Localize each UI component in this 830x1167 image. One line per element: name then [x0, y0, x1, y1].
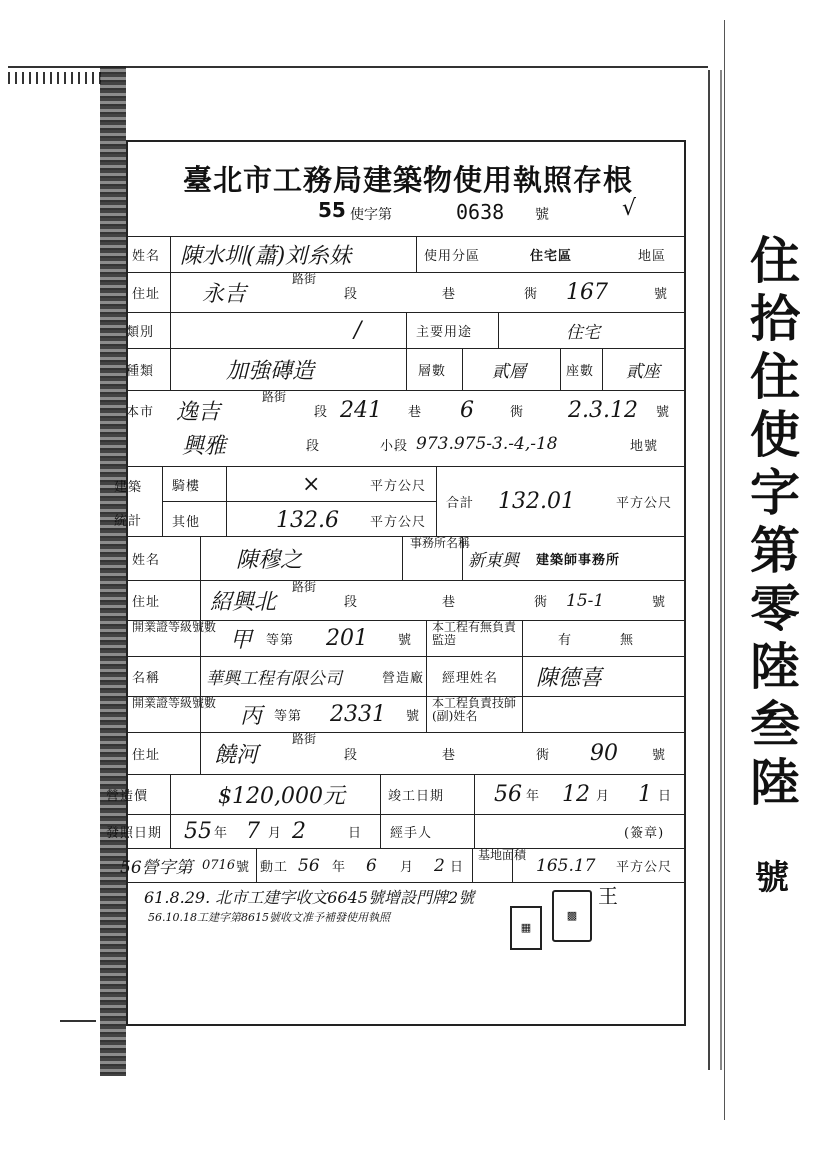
owner-address-label: 住址 — [132, 287, 161, 302]
book-left-edge — [8, 72, 104, 84]
row-floor-area — [114, 466, 686, 536]
location-subsec-label: 小段 — [380, 438, 409, 454]
supervise-label: 本工程有無負責監造 — [432, 620, 517, 647]
stamp-seal-1: ▦ — [510, 906, 542, 950]
architect-hao-label: 號 — [652, 595, 667, 610]
category-label: 類別 — [126, 325, 155, 340]
builder-address-number: 90 — [590, 741, 618, 766]
page-fold-line — [724, 20, 725, 1120]
total-unit: 平方公尺 — [616, 496, 673, 511]
blocks-value: 貳座 — [626, 362, 660, 382]
architect-cert-suffix: 號 — [398, 633, 413, 648]
category-value: / — [354, 318, 362, 343]
row-architect-cert — [126, 620, 686, 656]
completion-month-label: 月 — [596, 789, 611, 804]
main-use-value: 住宅 — [566, 323, 600, 343]
owner-road: 永吉 — [202, 282, 247, 307]
architect-cert-grade: 甲 — [230, 628, 253, 653]
row-builder-name — [126, 656, 686, 696]
next-page-char: 住 — [750, 231, 800, 290]
builder-cert-no: 2331 — [330, 702, 386, 727]
completion-day-label: 日 — [658, 789, 673, 804]
next-page-hao: 號 — [755, 858, 789, 898]
completion-year: 56 — [494, 782, 522, 807]
owner-hao-label: 號 — [654, 287, 669, 302]
city-label: 本市 — [126, 404, 155, 420]
row-owner-address — [126, 272, 686, 312]
next-page-char: 拾 — [750, 289, 800, 348]
builder-address-label: 住址 — [132, 748, 161, 763]
stamp-mark: 王 — [598, 884, 618, 908]
builder-hao-label: 號 — [652, 748, 667, 763]
next-page-char: 叁 — [750, 695, 800, 754]
row-architect-name — [126, 536, 686, 580]
issue-day-label: 日 — [348, 826, 363, 841]
owner-sec-label: 段 — [344, 287, 359, 302]
sign-label: (簽章) — [624, 826, 665, 841]
location-district: 興雅 — [182, 433, 227, 459]
owner-road-label: 路街 — [292, 272, 317, 286]
area-side-label-2: 統計 — [114, 513, 143, 529]
location-road: 逸吉 — [176, 399, 221, 425]
builder-road-label: 路街 — [292, 732, 317, 746]
owner-name-value: 陳水圳(蕭)刘糸妹 — [180, 244, 352, 269]
handler-label: 經手人 — [390, 826, 433, 841]
architect-cert-label: 開業證等級號數 — [132, 620, 217, 634]
builder-lane-label: 巷 — [442, 748, 457, 763]
location-alley: 6 — [460, 397, 474, 423]
builder-cert-mid: 等第 — [274, 709, 303, 724]
next-page-char: 使 — [750, 405, 800, 464]
builder-cert-label: 開業證等級號數 — [132, 696, 217, 710]
total-value: 132.01 — [498, 489, 575, 514]
completion-label: 竣工日期 — [388, 789, 445, 804]
start-label: 動工 — [260, 860, 289, 875]
builder-name-value: 華興工程有限公司 — [206, 669, 342, 689]
next-page-char: 陸 — [750, 753, 800, 812]
build-permit-no: 0716 — [202, 858, 236, 873]
builder-name-label: 名稱 — [132, 671, 161, 686]
architect-name-label: 姓名 — [132, 553, 161, 568]
row-issue-date — [106, 814, 686, 848]
zone-label: 使用分區 — [424, 249, 481, 264]
location-lots-label: 地號 — [630, 438, 659, 454]
completion-day: 1 — [638, 782, 652, 807]
area-side-label-1: 建築 — [114, 479, 143, 495]
next-page-char: 零 — [750, 579, 800, 638]
floors-value: 貳層 — [492, 362, 526, 382]
start-month-label: 月 — [400, 860, 415, 875]
arcade-value: × — [302, 471, 321, 497]
row-build-permit — [120, 848, 686, 882]
permit-prefix: 55 — [318, 198, 346, 222]
next-page-char: 陸 — [750, 637, 800, 696]
location-alley-label: 衖 — [510, 404, 525, 420]
issue-year-label: 年 — [214, 826, 229, 841]
architect-address-label: 住址 — [132, 595, 161, 610]
location-road-label: 路街 — [262, 390, 287, 404]
start-year: 56 — [298, 855, 320, 876]
start-year-label: 年 — [332, 860, 347, 875]
architect-alley-label: 衖 — [534, 595, 549, 610]
build-permit-suffix: 號 — [236, 860, 251, 875]
permit-label: 使字第 — [350, 207, 392, 223]
tech-label: 本工程負責技師(副)姓名 — [432, 696, 517, 723]
location-lane-label: 巷 — [408, 404, 423, 420]
architect-road-label: 路街 — [292, 580, 317, 594]
form-title: 臺北市工務局建築物使用執照存根 — [182, 163, 633, 197]
builder-manager-label: 經理姓名 — [442, 671, 499, 686]
location-sec-label: 段 — [314, 404, 329, 420]
margin-mark — [60, 1020, 96, 1022]
stamp-seal-2: ▩ — [552, 890, 592, 942]
location-district-label: 段 — [306, 438, 321, 454]
permit-suffix: 號 — [535, 207, 549, 223]
base-area-label: 基地面積 — [478, 848, 527, 862]
architect-name-value: 陳穆之 — [236, 548, 303, 573]
remark-line-1: 61.8.29. 北市工建字收文6645號增設門牌2號 — [144, 888, 475, 907]
office-value: 新東興 — [468, 551, 519, 571]
book-binding — [100, 66, 126, 1076]
row-cost — [106, 774, 686, 814]
owner-number: 167 — [566, 280, 608, 305]
zone-value: 住宅區 — [530, 249, 573, 264]
structure-type-value: 加強磚造 — [226, 359, 315, 384]
start-day-label: 日 — [450, 860, 465, 875]
build-permit-prefix: 56營字第 — [120, 858, 193, 878]
builder-address-value: 饒河 — [214, 743, 259, 768]
check-mark: √ — [622, 196, 637, 221]
permit-number-line — [200, 200, 640, 228]
location-hao-label: 號 — [656, 404, 671, 420]
total-label: 合計 — [446, 496, 475, 511]
permit-number: 0638 — [456, 200, 505, 224]
base-area-unit: 平方公尺 — [616, 860, 673, 875]
owner-alley-label: 衖 — [524, 287, 539, 302]
row-structure-type — [126, 348, 686, 390]
cost-label: 營造價 — [106, 789, 149, 804]
issue-day: 2 — [292, 819, 306, 844]
architect-address-number: 15-1 — [566, 590, 605, 611]
row-owner-name — [126, 236, 686, 272]
architect-address-value: 紹興北 — [210, 590, 277, 615]
architect-lane-label: 巷 — [442, 595, 457, 610]
row-builder-address — [126, 732, 686, 774]
completion-year-label: 年 — [526, 789, 541, 804]
owner-lane-label: 巷 — [442, 287, 457, 302]
structure-type-label: 種類 — [126, 364, 155, 379]
other-label: 其他 — [172, 514, 201, 530]
architect-cert-mid: 等第 — [266, 633, 295, 648]
builder-cert-grade: 丙 — [240, 704, 263, 729]
next-page-char: 字 — [750, 463, 800, 522]
floors-label: 層數 — [418, 364, 447, 379]
builder-manager-value: 陳德喜 — [536, 666, 603, 691]
supervise-no: 無 — [620, 633, 635, 648]
row-architect-address — [126, 580, 686, 620]
issue-date-label: 發照日期 — [106, 826, 163, 841]
office-suffix: 建築師事務所 — [536, 553, 621, 568]
location-lots: 973.975-3.-4,-18 — [416, 434, 558, 454]
blocks-label: 座數 — [566, 364, 595, 379]
completion-month: 12 — [562, 782, 590, 807]
row-builder-cert — [126, 696, 686, 732]
location-lane: 241 — [340, 397, 382, 423]
zone-suffix: 地區 — [638, 249, 667, 264]
next-page-char: 第 — [750, 521, 800, 580]
row-location — [126, 390, 686, 466]
row-category — [126, 312, 686, 348]
office-label: 事務所名稱 — [410, 536, 471, 550]
next-page-char: 住 — [750, 347, 800, 406]
builder-cert-suffix: 號 — [406, 709, 421, 724]
builder-factory-label: 營造廠 — [382, 671, 425, 686]
main-use-label: 主要用途 — [416, 325, 473, 340]
arcade-label: 騎樓 — [172, 478, 201, 494]
other-value: 132.6 — [276, 507, 339, 533]
next-page-text — [735, 232, 815, 812]
issue-month-label: 月 — [268, 826, 283, 841]
issue-month: 7 — [246, 819, 260, 844]
builder-sec-label: 段 — [344, 748, 359, 763]
architect-sec-label: 段 — [344, 595, 359, 610]
arcade-unit: 平方公尺 — [370, 478, 427, 494]
architect-cert-no: 201 — [326, 626, 368, 651]
start-day: 2 — [434, 855, 445, 876]
supervise-yes: 有 — [558, 633, 573, 648]
other-unit: 平方公尺 — [370, 514, 427, 530]
builder-alley-label: 衖 — [536, 748, 551, 763]
owner-name-label: 姓名 — [132, 249, 161, 264]
cost-value: $120,000元 — [218, 784, 345, 809]
start-month: 6 — [366, 855, 377, 876]
base-area-value: 165.17 — [536, 855, 596, 876]
page-right-edge — [708, 70, 722, 1070]
remark-line-2: 56.10.18工建字第8615號收文准予補發使用執照 — [148, 911, 390, 924]
location-number: 2.3.12 — [568, 397, 638, 423]
issue-year: 55 — [184, 819, 212, 844]
